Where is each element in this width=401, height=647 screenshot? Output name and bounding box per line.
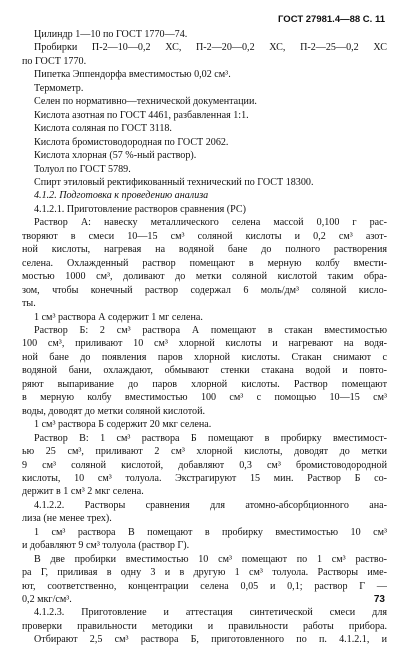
text-line: ряют выпаривание до паров хлорной кислоты. Раствор помещают	[22, 378, 387, 390]
text-line: 4.1.2.1. Приготовление растворов сравнения (РС)	[34, 203, 246, 215]
text-line: 4.1.2. Подготовка к проведению анализа	[34, 190, 209, 202]
text-line: 9 см³ соляной кислотой, добавляют 0,3 см³ бромистоводородной	[22, 459, 387, 471]
text-line: 1 см³ раствора Б содержит 20 мкг селена.	[34, 419, 212, 431]
text-line: Пробирки П-2—10—0,2 ХС, П-2—20—0,2 ХС, П-2—25—0,2 ХС	[34, 42, 387, 54]
text-line: проверки правильности методики и правильности работы прибора.	[22, 620, 387, 632]
text-line: ют, соответственно, концентрации селена 0,05 и 0,1; раствор Г —	[22, 580, 387, 592]
text-line: кислоты, 10 см³ толуола. Экстрагируют 15 мин. Раствор Б со-	[22, 472, 387, 484]
text-line: ной кислоты, нагревая на водяной бане до полного растворения	[22, 244, 387, 256]
text-line: Кислота соляная по ГОСТ 3118.	[34, 123, 172, 135]
text-line: водяной бани, охлаждают, обмывают стенки стакана водой и повто-	[22, 365, 387, 377]
text-line: Раствор А: навеску металлического селена массой 0,100 г рас-	[34, 217, 387, 229]
text-line: Кислота хлорная (57 %-ный раствор).	[34, 150, 197, 162]
text-line: 100 см³, приливают 10 см³ хлорной кислоты и нагревают на водя-	[22, 338, 387, 350]
text-line: ью 25 см³, приливают 2 см³ хлорной кислоты, доводят до метки	[22, 446, 387, 458]
text-line: воды, доводят до метки соляной кислотой.	[22, 405, 206, 417]
text-line: Цилиндр 1—10 по ГОСТ 1770—74.	[34, 29, 188, 40]
text-line: Пипетка Эппендорфа вместимостью 0,02 см³.	[34, 69, 231, 81]
text-line: 1 см³ раствора А содержит 1 мг селена.	[34, 311, 203, 323]
text-line: 0,2 мкг/см³.	[22, 594, 72, 606]
text-line: ной бане до появления паров хлорной кислоты. Стакан снимают с	[22, 351, 387, 363]
text-line: творяют в смеси 10—15 см³ соляной кислоты и 0,2 см³ азот-	[22, 230, 387, 242]
text-line: держит в 1 см³ 2 мкг селена.	[22, 486, 144, 498]
text-line: Селен по нормативно—технической документации.	[34, 96, 257, 108]
text-line: Раствор В: 1 см³ раствора Б помещают в пробирку вместимост-	[34, 432, 387, 444]
text-line: В две пробирки вместимостью 10 см³ помещают по 1 см³ раство-	[34, 553, 387, 565]
text-line: по ГОСТ 1770.	[22, 55, 87, 67]
text-line: ра Г, приливая в одну 3 и в другую 1 см³ толуола. Растворы име-	[22, 567, 387, 579]
text-line: лиза (не менее трех).	[22, 513, 112, 525]
text-line: 4.1.2.2. Растворы сравнения для атомно-абсорбционного ана-	[34, 499, 387, 511]
text-line: зом, чтобы конечный раствор содержал 6 моль/дм³ соляной кисло-	[22, 284, 387, 296]
page-number: 73	[373, 594, 385, 605]
text-line: Отбирают 2,5 см³ раствора Б, приготовленного по п. 4.1.2.1, и	[34, 634, 387, 646]
text-line: мостью 1000 см³, доливают до метки соляной кислотой таким обра-	[22, 271, 387, 283]
text-line: 1 см³ раствора В помещают в пробирку вместимостью 10 см³	[34, 526, 387, 538]
text-line: Толуол по ГОСТ 5789.	[34, 163, 131, 175]
text-line: Кислота азотная по ГОСТ 4461, разбавленная 1:1.	[34, 109, 249, 121]
text-line: в мерную колбу вместимостью 100 см³ с помощью 10—15 см³	[22, 392, 387, 404]
text-line: Раствор Б: 2 см³ раствора А помещают в стакан вместимостью	[34, 324, 387, 336]
text-line: 4.1.2.3. Приготовление и аттестация синтетической смеси для	[34, 607, 387, 619]
text-line: ты.	[22, 298, 36, 310]
text-line: и добавляют 9 см³ толуола (раствор Г).	[22, 540, 190, 552]
text-line: селена. Охлажденный раствор помещают в мерную колбу вмести-	[22, 257, 387, 269]
page-header: ГОСТ 27981.4—88 С. 11	[278, 14, 385, 25]
text-line: Кислота бромистоводородная по ГОСТ 2062.	[34, 136, 229, 148]
text-line: Спирт этиловый ректификованный технический по ГОСТ 18300.	[34, 176, 314, 188]
text-line: Термометр.	[34, 82, 84, 94]
document-body	[22, 28, 387, 647]
